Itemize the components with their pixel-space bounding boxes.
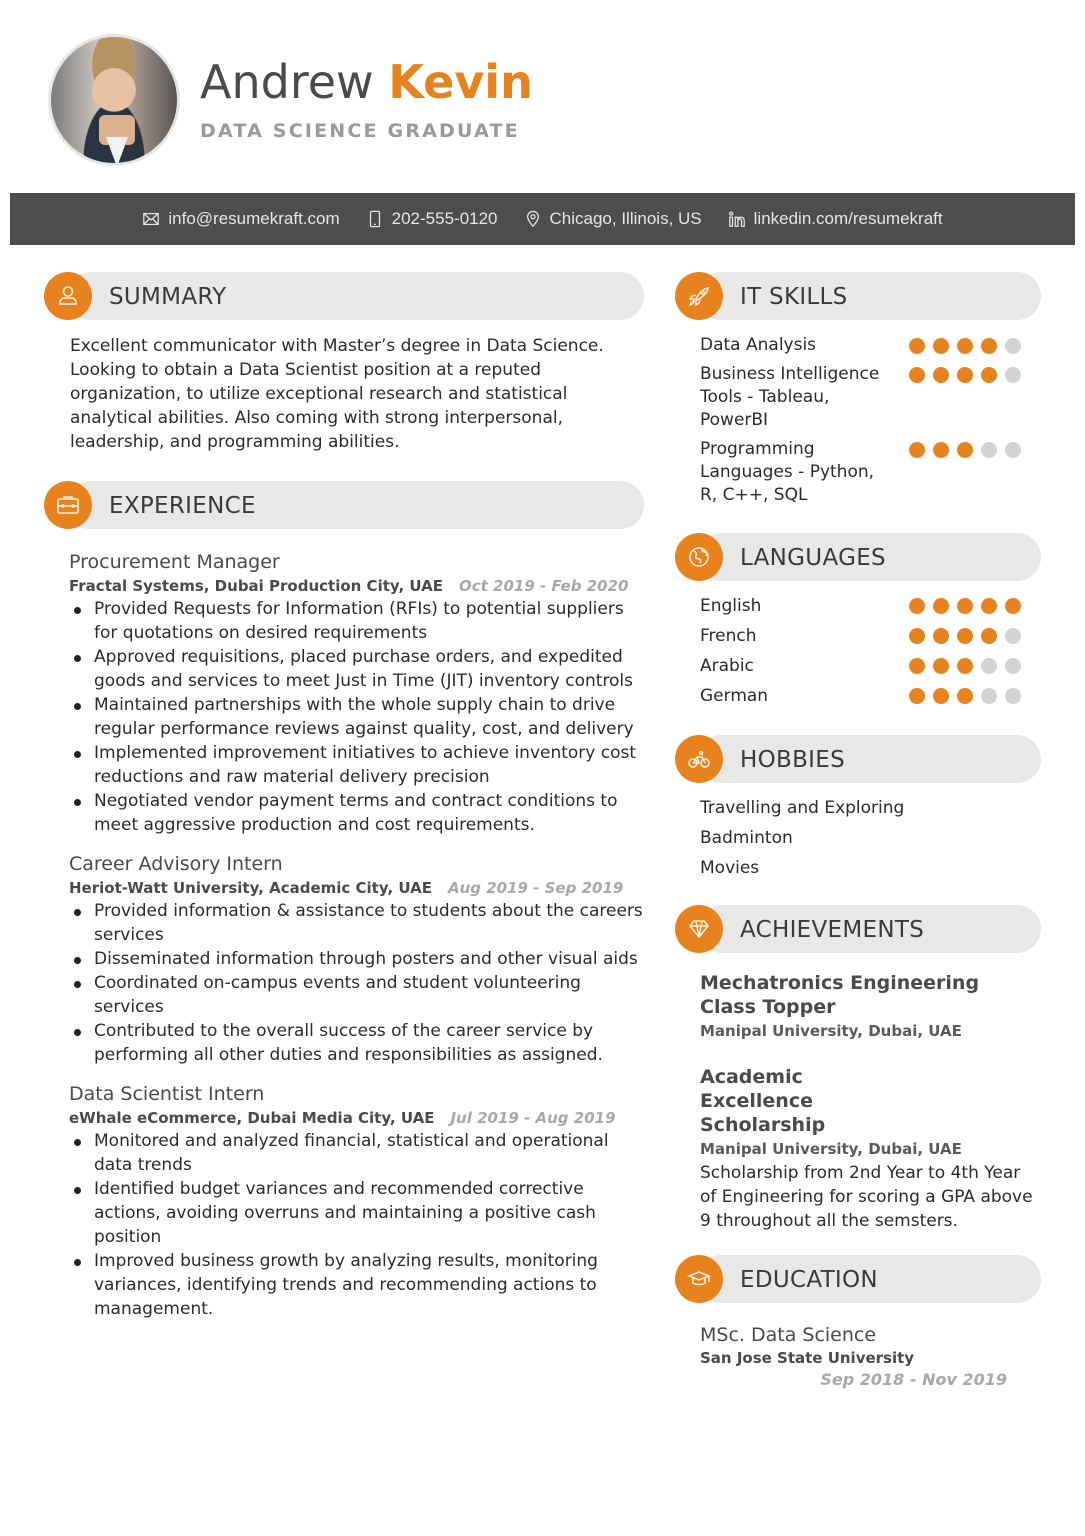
email-text: info@resumekraft.com: [168, 209, 340, 228]
section-title: SUMMARY: [109, 284, 227, 310]
job-title-headline: DATA SCIENCE GRADUATE: [200, 120, 520, 142]
job-bullet: Improved business growth by analyzing results, monitoring variances, identifying trends and recommending actions to management.: [69, 1249, 644, 1321]
skill-row: [675, 363, 1041, 432]
section-header: [44, 481, 644, 529]
skill-name: Business Intelligence Tools - Tableau, PowerBI: [700, 364, 880, 430]
section-header: [675, 735, 1041, 783]
achievement-entry: [675, 1065, 1041, 1233]
user-icon: [55, 283, 81, 309]
left-column: [44, 272, 644, 1335]
section-title: IT SKILLS: [740, 284, 848, 310]
skill-rating: [909, 334, 1041, 357]
language-name: German: [700, 685, 769, 706]
skill-rating: [909, 363, 1041, 432]
phone-text: 202-555-0120: [391, 209, 498, 228]
job-meta: [69, 575, 644, 597]
education-section: [675, 1255, 1041, 1391]
phone-icon: [366, 210, 384, 228]
briefcase-icon: [55, 492, 81, 518]
graduation-cap-icon: [686, 1266, 712, 1292]
achievement-entry: [675, 971, 1041, 1043]
section-badge: [44, 481, 92, 529]
job-meta: [69, 1107, 644, 1129]
languages-section: [675, 533, 1041, 711]
contact-location[interactable]: [524, 209, 702, 229]
job-company: Heriot-Watt University, Academic City, UAE: [69, 879, 432, 897]
first-name: Andrew: [200, 55, 374, 109]
skill-row: [675, 334, 1041, 357]
job-entry: [44, 549, 644, 837]
job-meta: [69, 877, 644, 899]
contact-phone[interactable]: [366, 209, 498, 229]
language-name: Arabic: [700, 655, 754, 676]
section-title: EXPERIENCE: [109, 493, 256, 519]
job-bullet: Maintained partnerships with the whole supply chain to drive regular performance reviews against quality, cost, and delivery: [69, 693, 644, 741]
hobby-item: Movies: [700, 858, 760, 878]
language-row: [675, 621, 1041, 651]
globe-icon: [686, 544, 712, 570]
linkedin-text: linkedin.com/resumekraft: [753, 209, 943, 228]
experience-section: [44, 481, 644, 1321]
language-name: English: [700, 595, 762, 616]
section-badge: [675, 533, 723, 581]
achievement-title: Mechatronics Engineering Class Topper: [700, 972, 980, 1018]
section-header: [675, 533, 1041, 581]
right-column: [675, 272, 1041, 1391]
achievement-title: Academic Excellence Scholarship: [700, 1066, 826, 1136]
job-dates: Jul 2019 - Aug 2019: [450, 1109, 616, 1127]
bicycle-icon: [686, 746, 712, 772]
it-skills-section: [675, 272, 1041, 507]
contact-email[interactable]: [142, 209, 339, 229]
job-bullets: [69, 597, 644, 837]
summary-section: [44, 272, 644, 454]
hobbies-section: [675, 735, 1041, 883]
language-rating: [909, 598, 1041, 614]
job-title: Procurement Manager: [69, 551, 280, 573]
section-header: [675, 272, 1041, 320]
section-badge: [675, 735, 723, 783]
photo-detail: [106, 137, 128, 166]
job-bullet: Monitored and analyzed financial, statistical and operational data trends: [69, 1129, 644, 1177]
job-bullet: Provided Requests for Information (RFIs) to potential suppliers for quotations on desired requirements: [69, 597, 644, 645]
job-entry: [44, 851, 644, 1067]
candidate-name: [200, 52, 533, 112]
job-bullet: Contributed to the overall success of the career service by performing all other duties and responsibilities as assigned.: [69, 1019, 644, 1067]
achievement-org: Manipal University, Dubai, UAE: [700, 1140, 962, 1158]
skill-row: [675, 438, 1041, 507]
section-title: HOBBIES: [740, 747, 845, 773]
education-dates: Sep 2018 - Nov 2019: [820, 1370, 1007, 1389]
job-company: Fractal Systems, Dubai Production City, UAE: [69, 577, 443, 595]
language-rating: [909, 628, 1041, 644]
job-bullet: Negotiated vendor payment terms and contract conditions to meet aggressive production and cost requirements.: [69, 789, 644, 837]
job-bullets: [69, 899, 644, 1067]
language-row: [675, 681, 1041, 711]
hobby-item: Travelling and Exploring: [700, 798, 905, 818]
section-badge: [675, 1255, 723, 1303]
language-rating: [909, 688, 1041, 704]
job-bullet: Implemented improvement initiatives to achieve inventory cost reductions and raw material delivery precision: [69, 741, 644, 789]
language-name: French: [700, 625, 757, 646]
section-badge: [44, 272, 92, 320]
language-rating: [909, 658, 1041, 674]
section-title: EDUCATION: [740, 1267, 878, 1293]
resume-header: [0, 0, 1085, 190]
job-title: Data Scientist Intern: [69, 1083, 265, 1105]
mail-icon: [142, 210, 160, 228]
section-header: [675, 905, 1041, 953]
language-row: [675, 591, 1041, 621]
job-company: eWhale eCommerce, Dubai Media City, UAE: [69, 1109, 435, 1127]
rocket-icon: [686, 283, 712, 309]
section-title: ACHIEVEMENTS: [740, 917, 925, 943]
location-pin-icon: [524, 210, 542, 228]
section-badge: [675, 272, 723, 320]
section-badge: [675, 905, 723, 953]
hobby-item: Badminton: [700, 828, 793, 848]
skill-name: Programming Languages - Python, R, C++, SQL: [700, 439, 875, 505]
job-bullets: [69, 1129, 644, 1321]
summary-text: Excellent communicator with Master’s degree in Data Science. Looking to obtain a Data Scientist position at a reputed organization, to utilize exceptional research and statistical analytical abilities. Also coming with strong interpersonal, leadership, and programming abilities.: [70, 336, 604, 452]
section-header: [44, 272, 644, 320]
skill-name: Data Analysis: [700, 335, 817, 355]
contact-linkedin[interactable]: [728, 209, 943, 229]
job-bullet: Approved requisitions, placed purchase orders, and expedited goods and services to meet Just in Time (JIT) inventory controls: [69, 645, 644, 693]
job-bullet: Identified budget variances and recommended corrective actions, avoiding overruns and maintaining a positive cash position: [69, 1177, 644, 1249]
job-bullet: Disseminated information through posters and other visual aids: [69, 947, 644, 971]
job-dates: Aug 2019 - Sep 2019: [447, 879, 624, 897]
contact-bar: [10, 193, 1075, 245]
education-entry: [675, 1323, 1041, 1391]
profile-photo: [48, 34, 180, 166]
job-entry: [44, 1081, 644, 1321]
job-dates: Oct 2019 - Feb 2020: [459, 577, 629, 595]
last-name: Kevin: [388, 55, 533, 109]
skill-rating: [909, 438, 1041, 507]
language-row: [675, 651, 1041, 681]
job-title: Career Advisory Intern: [69, 853, 283, 875]
section-header: [675, 1255, 1041, 1303]
job-bullet: Coordinated on-campus events and student volunteering services: [69, 971, 644, 1019]
diamond-icon: [686, 916, 712, 942]
education-school: San Jose State University: [700, 1349, 915, 1367]
achievement-description: Scholarship from 2nd Year to 4th Year of Engineering for scoring a GPA above 9 throughout all the semsters.: [700, 1163, 1033, 1231]
location-text: Chicago, Illinois, US: [549, 209, 702, 228]
achievement-org: Manipal University, Dubai, UAE: [700, 1022, 962, 1040]
linkedin-icon: [728, 210, 746, 228]
education-degree: MSc. Data Science: [700, 1324, 877, 1346]
section-title: LANGUAGES: [740, 545, 886, 571]
achievements-section: [675, 905, 1041, 1233]
job-bullet: Provided information & assistance to students about the careers services: [69, 899, 644, 947]
